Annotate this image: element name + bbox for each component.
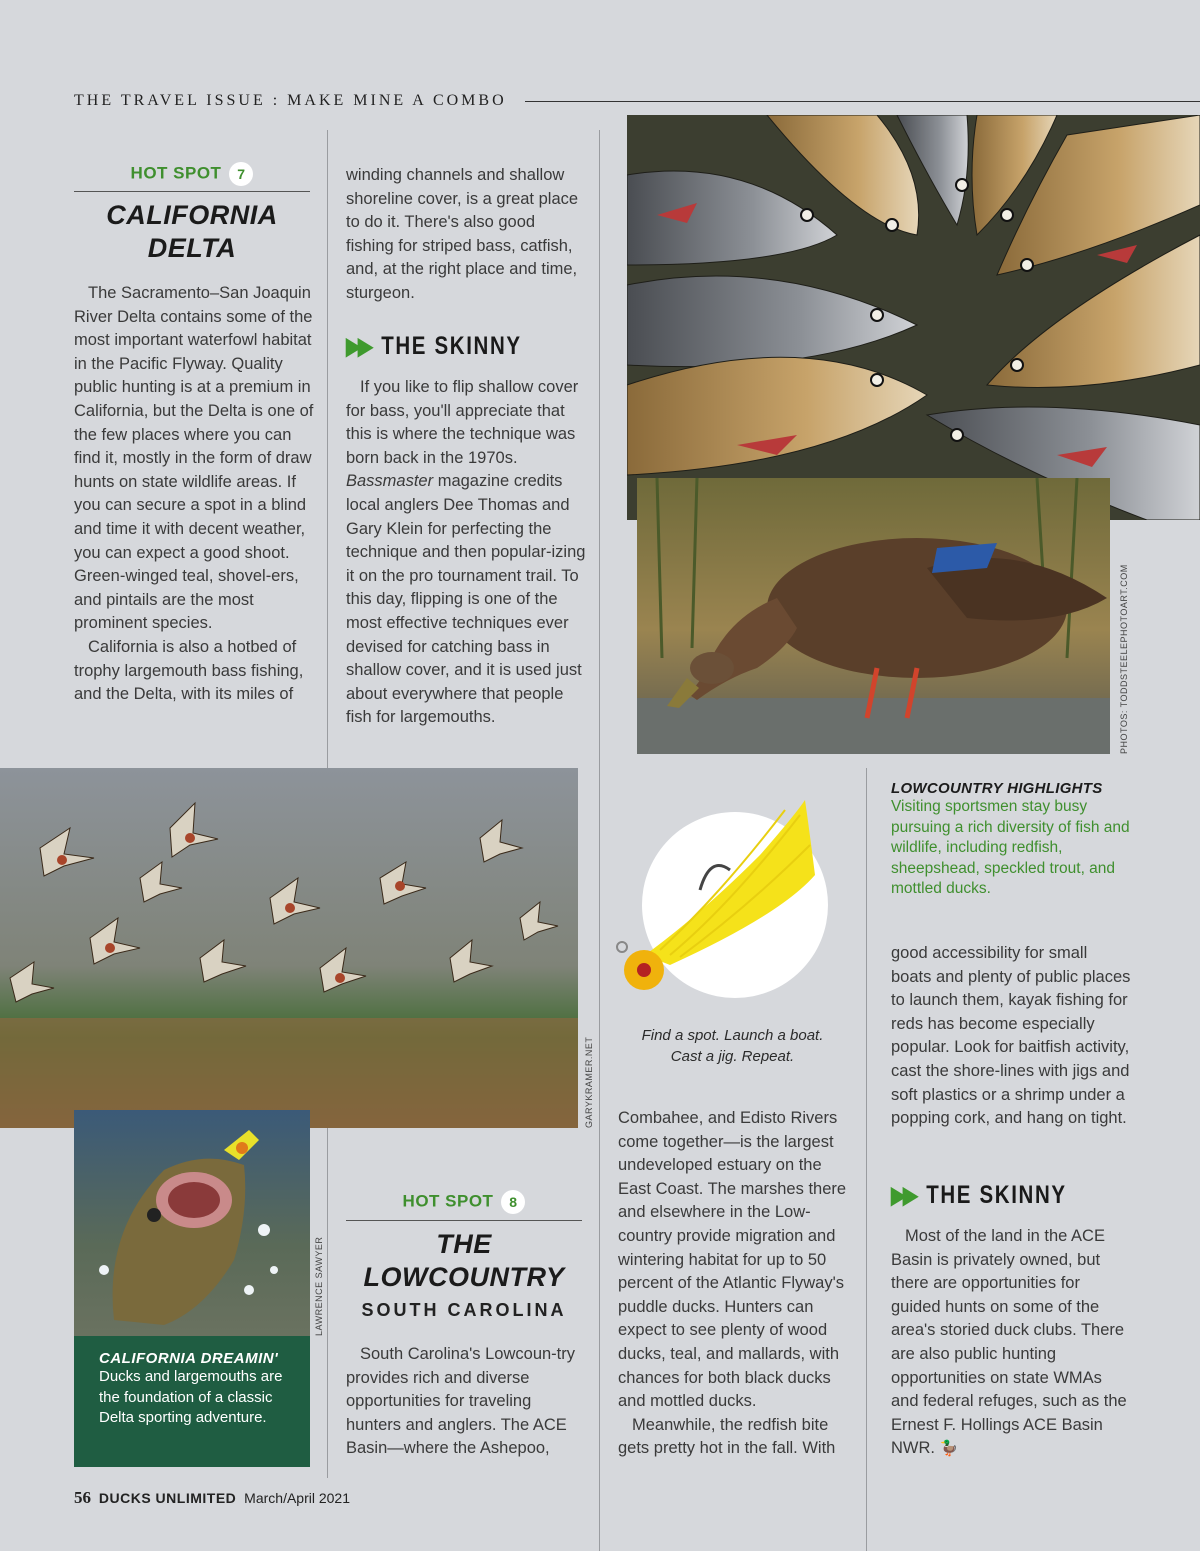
text-run: If you like to flip shallow cover for bass, you'll appreciate that this is where the technique was born back in the 1970s. — [346, 378, 579, 467]
hot-spot-rule — [74, 191, 310, 192]
paragraph: The Sacramento–San Joaquin River Delta contains some of the most important waterfowl habitat in the Pacific Flyway. Quality public hunting is at a premium in California, but the Delta is one of the few places where you can find it, mostly in the form of draw hunts on state wildlife areas. If you can secure a spot in a blind and time it with decent weather, you can expect a good shoot. Green-winged teal, shovel-ers, and pintails are the most prominent species. — [74, 284, 314, 633]
magazine-title: Bassmaster — [346, 472, 434, 491]
double-arrow-icon: ▶▶ — [891, 1182, 915, 1209]
lowcountry-subtitle: SOUTH CAROLINA — [361, 1300, 567, 1320]
paragraph: Meanwhile, the redfish bite gets pretty hot in the fall. With — [618, 1415, 836, 1458]
bass-illustration — [74, 1110, 310, 1336]
the-skinny-body-2 — [891, 1225, 1131, 1461]
the-skinny-heading-2 — [891, 1181, 1067, 1210]
text-run: magazine credits local anglers Dee Thomas and Gary Klein for perfecting the technique and then popular-izing it on the pro tournament trail. To this day, flipping is one of the most effective techniques ever devised for catching bass in shallow cover, and it is used just about everywhere that people fish for largemouths. — [346, 472, 586, 727]
photo-credit: GARYKRAMER.NET — [584, 1036, 594, 1128]
column-rule — [866, 768, 867, 1551]
hot-spot-label: HOT SPOT — [402, 1191, 494, 1211]
caption-body: Visiting sportsmen stay busy pursuing a rich diversity of fish and wildlife, including redfish, sheepshead, speckled trout, and mottled ducks. — [891, 798, 1130, 897]
mottled-duck-photo — [637, 478, 1110, 754]
california-delta-body — [74, 282, 314, 707]
text-run: Most of the land in the ACE Basin is privately owned, but there are opportunities for guided hunts on some of the area's storied duck clubs. There are also public hunting opportunities on state WMAs and federal refuges, such as the Ernest F. Hollings ACE Basin NWR. — [891, 1227, 1127, 1458]
duck-illustration — [637, 478, 1110, 754]
running-head-rule — [525, 101, 1200, 102]
lowcountry-title — [346, 1228, 582, 1294]
magazine-name: DUCKS UNLIMITED — [98, 1490, 237, 1506]
ducks-illustration — [0, 768, 578, 1128]
caption-line: Cast a jig. Repeat. — [670, 1048, 795, 1065]
paragraph: Combahee, and Edisto Rivers come together—is the largest undeveloped estuary on the East Coast. The marshes there and elsewhere in the Low-country provide migration and wintering habitat for up to 50 percent of the Atlantic Flyway's puddle ducks. Hunters can expect to see plenty of wood ducks, teal, and mallards, with chances for both black ducks and mottled ducks. — [618, 1109, 847, 1411]
hot-spot-label: HOT SPOT — [130, 163, 222, 183]
hot-spot-7-label — [74, 162, 310, 186]
column-rule — [327, 1128, 328, 1478]
skinny-title: THE SKINNY — [381, 332, 522, 360]
jig-image — [610, 795, 840, 1005]
issue-date: March/April 2021 — [244, 1490, 350, 1506]
lowcountry-highlights-caption — [891, 780, 1136, 900]
california-delta-body-continued — [346, 164, 586, 306]
column-rule — [327, 130, 328, 768]
photo-credit: LAWRENCE SAWYER — [314, 1236, 324, 1336]
title-line: THE — [436, 1229, 492, 1259]
redfish-illustration — [627, 115, 1200, 520]
jig-illustration — [610, 795, 840, 1005]
caption-line: Find a spot. Launch a boat. — [641, 1027, 824, 1044]
california-delta-title — [74, 199, 310, 265]
redfish-photo — [627, 115, 1200, 520]
title-line: CALIFORNIA — [106, 200, 278, 230]
paragraph: winding channels and shallow shoreline cover, is a great place to do it. There's also good fishing for striped bass, catfish, and, at the right place and time, sturgeon. — [346, 166, 579, 302]
page-footer — [74, 1488, 350, 1508]
hot-spot-8-label — [346, 1190, 582, 1214]
running-head: THE TRAVEL ISSUE : MAKE MINE A COMBO — [74, 92, 507, 109]
photo-credit: PHOTOS: TODDSTEELEPHOTOART.COM — [1119, 564, 1129, 754]
lowcountry-body — [346, 1343, 586, 1461]
hot-spot-number: 8 — [501, 1190, 525, 1214]
california-dreamin-caption-box — [74, 1336, 310, 1467]
lowcountry-body-continued — [618, 1107, 856, 1461]
caption-title: LOWCOUNTRY HIGHLIGHTS — [891, 780, 1103, 797]
column-rule — [599, 130, 600, 768]
page-number: 56 — [74, 1488, 91, 1507]
paragraph: good accessibility for small boats and plenty of public places to launch them, kayak fishing for reds has become especially popular. Look for baitfish activity, cast the shore-lines with jigs and soft plastics or a shrimp under a popping cork, and hang on tight. — [891, 944, 1131, 1128]
hot-spot-number: 7 — [229, 162, 253, 186]
caption-body: Ducks and largemouths are the foundation of a classic Delta sporting adventure. — [99, 1368, 283, 1426]
double-arrow-icon: ▶▶ — [346, 333, 370, 360]
paragraph — [346, 376, 586, 730]
the-skinny-body — [346, 376, 586, 730]
hot-spot-rule — [346, 1220, 582, 1221]
column-rule — [599, 768, 600, 1551]
duck-end-mark-icon: 🦆 — [939, 1440, 959, 1458]
the-skinny-heading — [346, 332, 522, 361]
largemouth-bass-photo — [74, 1110, 310, 1336]
skinny-title: THE SKINNY — [926, 1181, 1067, 1209]
title-line: DELTA — [147, 233, 237, 263]
flying-ducks-photo — [0, 768, 578, 1128]
paragraph: South Carolina's Lowcoun-try provides rich and diverse opportunities for traveling hunters and anglers. The ACE Basin—where the Ashepoo, — [346, 1345, 576, 1458]
title-line: LOWCOUNTRY — [363, 1262, 565, 1292]
paragraph: California is also a hotbed of trophy largemouth bass fishing, and the Delta, with its miles of — [74, 637, 304, 704]
paragraph — [891, 1225, 1131, 1461]
lowcountry-body-continued-2 — [891, 942, 1131, 1131]
jig-caption — [610, 1025, 855, 1067]
caption-title: CALIFORNIA DREAMIN' — [99, 1350, 279, 1367]
